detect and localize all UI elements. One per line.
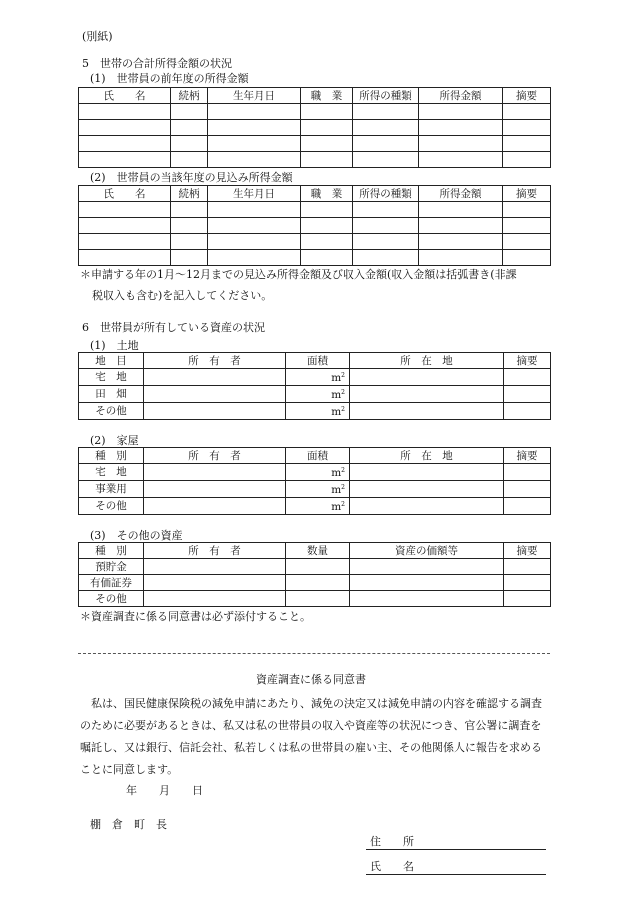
table-row	[79, 120, 551, 136]
address-underline	[366, 849, 546, 850]
table-row	[79, 250, 551, 266]
income-note-line1: ＊申請する年の1月～12月までの見込み所得金額及び収入金額(収入金額は括弧書き(非課	[80, 268, 517, 281]
table-header-row	[79, 448, 551, 464]
col-income-type: 所得の種類	[353, 186, 419, 202]
table-row	[79, 386, 551, 403]
col-birthdate: 生年月日	[208, 88, 301, 104]
col-area: 面積	[286, 448, 350, 464]
table-row	[79, 559, 551, 575]
section-5-1-title: (1) 世帯員の前年度の所得金額	[90, 72, 249, 85]
table-row	[79, 464, 551, 481]
col-occupation: 職 業	[301, 186, 353, 202]
table-row	[79, 403, 551, 420]
row-label: 事業用	[79, 481, 144, 498]
section-5-heading: 5 世帯の合計所得金額の状況	[82, 57, 232, 70]
row-label: 宅 地	[79, 369, 144, 386]
land-table	[78, 352, 551, 420]
col-location: 所 在 地	[350, 353, 504, 369]
table-row	[79, 234, 551, 250]
col-relation: 続柄	[171, 186, 208, 202]
col-remarks: 摘要	[504, 353, 551, 369]
table-row	[79, 481, 551, 498]
col-remarks: 摘要	[503, 88, 551, 104]
area-unit: $m^2$	[286, 403, 350, 420]
col-owner: 所 有 者	[144, 543, 286, 559]
row-label: 田 畑	[79, 386, 144, 403]
other-assets-table	[78, 542, 551, 607]
row-label: その他	[79, 498, 144, 515]
table-header-row	[79, 543, 551, 559]
col-remarks: 摘要	[503, 186, 551, 202]
col-relation: 続柄	[171, 88, 208, 104]
area-unit: $m^2$	[286, 386, 350, 403]
area-unit: $m^2$	[286, 498, 350, 515]
consent-addressee: 棚 倉 町 長	[90, 818, 167, 831]
col-occupation: 職 業	[301, 88, 353, 104]
col-owner: 所 有 者	[144, 353, 286, 369]
income-note-line2: 税収入も含む)を記入してください。	[92, 289, 273, 302]
row-label: 有価証券	[79, 575, 144, 591]
col-asset-value: 資産の価額等	[350, 543, 504, 559]
table-header-row	[79, 353, 551, 369]
col-income-type: 所得の種類	[353, 88, 419, 104]
section-6-3-title: (3) その他の資産	[90, 529, 183, 542]
table-row	[79, 136, 551, 152]
table-row	[79, 575, 551, 591]
area-unit: $m^2$	[286, 369, 350, 386]
house-table	[78, 447, 551, 515]
table-row	[79, 498, 551, 515]
name-underline	[366, 874, 546, 875]
col-income-amount: 所得金額	[419, 88, 503, 104]
section-6-2-title: (2) 家屋	[90, 434, 139, 447]
area-unit: $m^2$	[286, 481, 350, 498]
table-row	[79, 591, 551, 607]
col-remarks: 摘要	[504, 543, 551, 559]
current-year-income-table	[78, 185, 551, 266]
col-location: 所 在 地	[350, 448, 504, 464]
name-label: 氏 名	[370, 860, 414, 873]
section-5-2-title: (2) 世帯員の当該年度の見込み所得金額	[90, 171, 293, 184]
address-label: 住 所	[370, 835, 414, 848]
cut-line-divider	[78, 653, 550, 654]
consent-date: 年 月 日	[126, 784, 203, 797]
row-label: 宅 地	[79, 464, 144, 481]
attachment-label: (別紙)	[82, 30, 113, 43]
col-type: 種 別	[79, 543, 144, 559]
table-row	[79, 202, 551, 218]
col-owner: 所 有 者	[144, 448, 286, 464]
row-label: その他	[79, 403, 144, 420]
table-row	[79, 218, 551, 234]
col-quantity: 数量	[286, 543, 350, 559]
table-header-row	[79, 88, 551, 104]
row-label: 預貯金	[79, 559, 144, 575]
col-area: 面積	[286, 353, 350, 369]
col-land-category: 地 目	[79, 353, 144, 369]
row-label: その他	[79, 591, 144, 607]
area-unit: $m^2$	[286, 464, 350, 481]
consent-body: 私は、国民健康保険税の減免申請にあたり、減免の決定又は減免申請の内容を確認する調査のために必要があるときは、私又は私の世帯員の収入や資産等の状況につき、官公署に調査を嘱託し、又は銀行、信託会社、私若しくは私の世帯員の雇い主、その他関係人に報告を求めることに同意します。	[80, 697, 542, 776]
col-remarks: 摘要	[504, 448, 551, 464]
table-header-row	[79, 186, 551, 202]
col-type: 種 別	[79, 448, 144, 464]
table-row	[79, 369, 551, 386]
asset-note: ＊資産調査に係る同意書は必ず添付すること。	[80, 610, 311, 623]
table-row	[79, 104, 551, 120]
col-name: 氏 名	[79, 186, 171, 202]
consent-title: 資産調査に係る同意書	[256, 673, 366, 686]
section-6-1-title: (1) 土地	[90, 339, 139, 352]
col-birthdate: 生年月日	[208, 186, 301, 202]
col-income-amount: 所得金額	[419, 186, 503, 202]
prior-year-income-table	[78, 87, 551, 168]
col-name: 氏 名	[79, 88, 171, 104]
section-6-heading: 6 世帯員が所有している資産の状況	[82, 321, 265, 334]
table-row	[79, 152, 551, 168]
